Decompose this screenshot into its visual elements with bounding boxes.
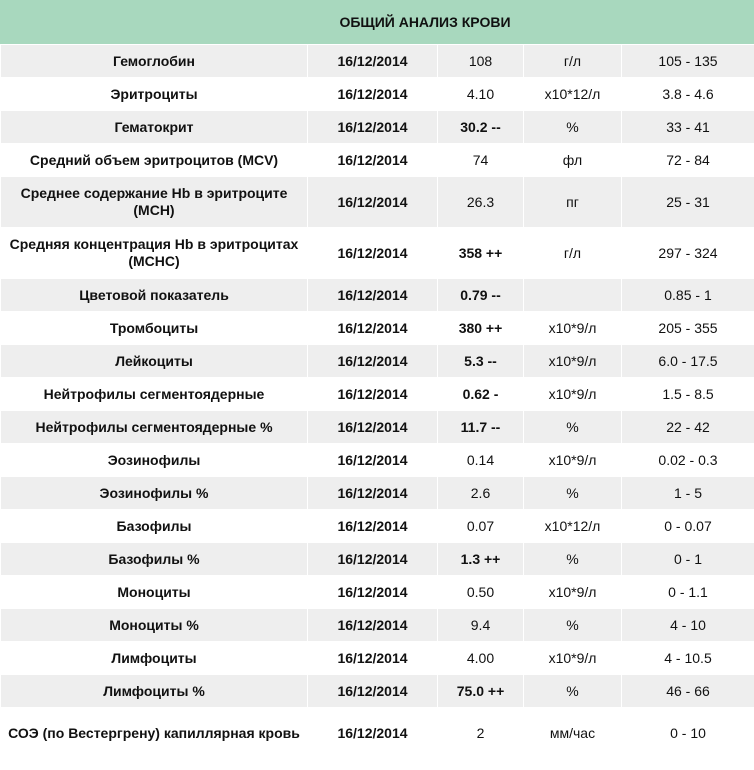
test-value: 11.7 -- [438, 411, 524, 444]
test-value: 380 ++ [438, 312, 524, 345]
table-row [1, 312, 754, 345]
test-value: 0.79 -- [438, 279, 524, 312]
test-unit: пг [524, 177, 622, 228]
test-date: 16/12/2014 [308, 510, 438, 543]
table-row [1, 228, 754, 279]
test-date: 16/12/2014 [308, 411, 438, 444]
test-unit: % [524, 675, 622, 708]
test-date: 16/12/2014 [308, 45, 438, 78]
test-date: 16/12/2014 [308, 177, 438, 228]
test-date: 16/12/2014 [308, 111, 438, 144]
test-value: 26.3 [438, 177, 524, 228]
test-date: 16/12/2014 [308, 144, 438, 177]
test-name: Цветовой показатель [1, 279, 308, 312]
test-name: Моноциты % [1, 609, 308, 642]
reference-range: 0 - 1 [622, 543, 754, 576]
table-row [1, 144, 754, 177]
test-unit: г/л [524, 228, 622, 279]
test-unit: мм/час [524, 708, 622, 759]
reference-range: 0.02 - 0.3 [622, 444, 754, 477]
test-name: Лимфоциты % [1, 675, 308, 708]
test-value: 108 [438, 45, 524, 78]
table-row [1, 78, 754, 111]
test-value: 30.2 -- [438, 111, 524, 144]
test-date: 16/12/2014 [308, 543, 438, 576]
reference-range: 33 - 41 [622, 111, 754, 144]
test-unit: % [524, 111, 622, 144]
test-name: Нейтрофилы сегментоядерные [1, 378, 308, 411]
test-name: Базофилы [1, 510, 308, 543]
test-date: 16/12/2014 [308, 609, 438, 642]
test-date: 16/12/2014 [308, 228, 438, 279]
test-date: 16/12/2014 [308, 675, 438, 708]
test-unit: x10*12/л [524, 78, 622, 111]
reference-range: 3.8 - 4.6 [622, 78, 754, 111]
page-title: ОБЩИЙ АНАЛИЗ КРОВИ [0, 0, 754, 44]
test-value: 75.0 ++ [438, 675, 524, 708]
table-row [1, 708, 754, 759]
test-date: 16/12/2014 [308, 708, 438, 759]
test-name: Базофилы % [1, 543, 308, 576]
test-date: 16/12/2014 [308, 78, 438, 111]
reference-range: 72 - 84 [622, 144, 754, 177]
test-value: 5.3 -- [438, 345, 524, 378]
test-name: Гематокрит [1, 111, 308, 144]
test-unit: % [524, 543, 622, 576]
table-row [1, 111, 754, 144]
test-unit: x10*9/л [524, 312, 622, 345]
test-value: 2 [438, 708, 524, 759]
table-row [1, 378, 754, 411]
test-unit: x10*9/л [524, 642, 622, 675]
test-unit: % [524, 411, 622, 444]
test-date: 16/12/2014 [308, 378, 438, 411]
table-row [1, 444, 754, 477]
test-unit: % [524, 477, 622, 510]
test-name: Среднее содержание Hb в эритроците (MCH) [1, 177, 308, 228]
test-value: 2.6 [438, 477, 524, 510]
test-name: Эритроциты [1, 78, 308, 111]
reference-range: 1 - 5 [622, 477, 754, 510]
test-unit: x10*9/л [524, 345, 622, 378]
reference-range: 105 - 135 [622, 45, 754, 78]
reference-range: 205 - 355 [622, 312, 754, 345]
test-unit: x10*9/л [524, 444, 622, 477]
test-date: 16/12/2014 [308, 444, 438, 477]
test-unit: x10*9/л [524, 378, 622, 411]
test-unit: г/л [524, 45, 622, 78]
reference-range: 0.85 - 1 [622, 279, 754, 312]
test-value: 0.14 [438, 444, 524, 477]
reference-range: 0 - 0.07 [622, 510, 754, 543]
table-row [1, 576, 754, 609]
table-row [1, 177, 754, 228]
reference-range: 25 - 31 [622, 177, 754, 228]
reference-range: 1.5 - 8.5 [622, 378, 754, 411]
test-value: 0.50 [438, 576, 524, 609]
test-date: 16/12/2014 [308, 279, 438, 312]
reference-range: 4 - 10.5 [622, 642, 754, 675]
test-unit [524, 279, 622, 312]
test-unit: % [524, 609, 622, 642]
table-row [1, 345, 754, 378]
reference-range: 0 - 10 [622, 708, 754, 759]
test-value: 9.4 [438, 609, 524, 642]
test-unit: фл [524, 144, 622, 177]
results-table-body [1, 45, 754, 759]
table-row [1, 675, 754, 708]
test-value: 358 ++ [438, 228, 524, 279]
test-name: Лимфоциты [1, 642, 308, 675]
table-row [1, 543, 754, 576]
test-value: 0.07 [438, 510, 524, 543]
test-name: Гемоглобин [1, 45, 308, 78]
reference-range: 22 - 42 [622, 411, 754, 444]
reference-range: 4 - 10 [622, 609, 754, 642]
test-date: 16/12/2014 [308, 312, 438, 345]
table-row [1, 45, 754, 78]
table-row [1, 411, 754, 444]
reference-range: 46 - 66 [622, 675, 754, 708]
table-row [1, 609, 754, 642]
results-table [0, 44, 754, 759]
test-name: Эозинофилы % [1, 477, 308, 510]
test-name: Нейтрофилы сегментоядерные % [1, 411, 308, 444]
test-date: 16/12/2014 [308, 345, 438, 378]
reference-range: 297 - 324 [622, 228, 754, 279]
test-unit: x10*9/л [524, 576, 622, 609]
table-row [1, 477, 754, 510]
test-date: 16/12/2014 [308, 477, 438, 510]
test-name: СОЭ (по Вестергрену) капиллярная кровь [1, 708, 308, 759]
test-value: 0.62 - [438, 378, 524, 411]
reference-range: 6.0 - 17.5 [622, 345, 754, 378]
test-name: Моноциты [1, 576, 308, 609]
test-name: Средняя концентрация Hb в эритроцитах (MCHC) [1, 228, 308, 279]
test-value: 4.00 [438, 642, 524, 675]
test-name: Эозинофилы [1, 444, 308, 477]
test-value: 4.10 [438, 78, 524, 111]
test-name: Лейкоциты [1, 345, 308, 378]
test-name: Тромбоциты [1, 312, 308, 345]
test-date: 16/12/2014 [308, 576, 438, 609]
test-value: 74 [438, 144, 524, 177]
test-date: 16/12/2014 [308, 642, 438, 675]
table-row [1, 510, 754, 543]
test-value: 1.3 ++ [438, 543, 524, 576]
reference-range: 0 - 1.1 [622, 576, 754, 609]
test-name: Средний объем эритроцитов (MCV) [1, 144, 308, 177]
test-unit: x10*12/л [524, 510, 622, 543]
table-row [1, 279, 754, 312]
table-row [1, 642, 754, 675]
